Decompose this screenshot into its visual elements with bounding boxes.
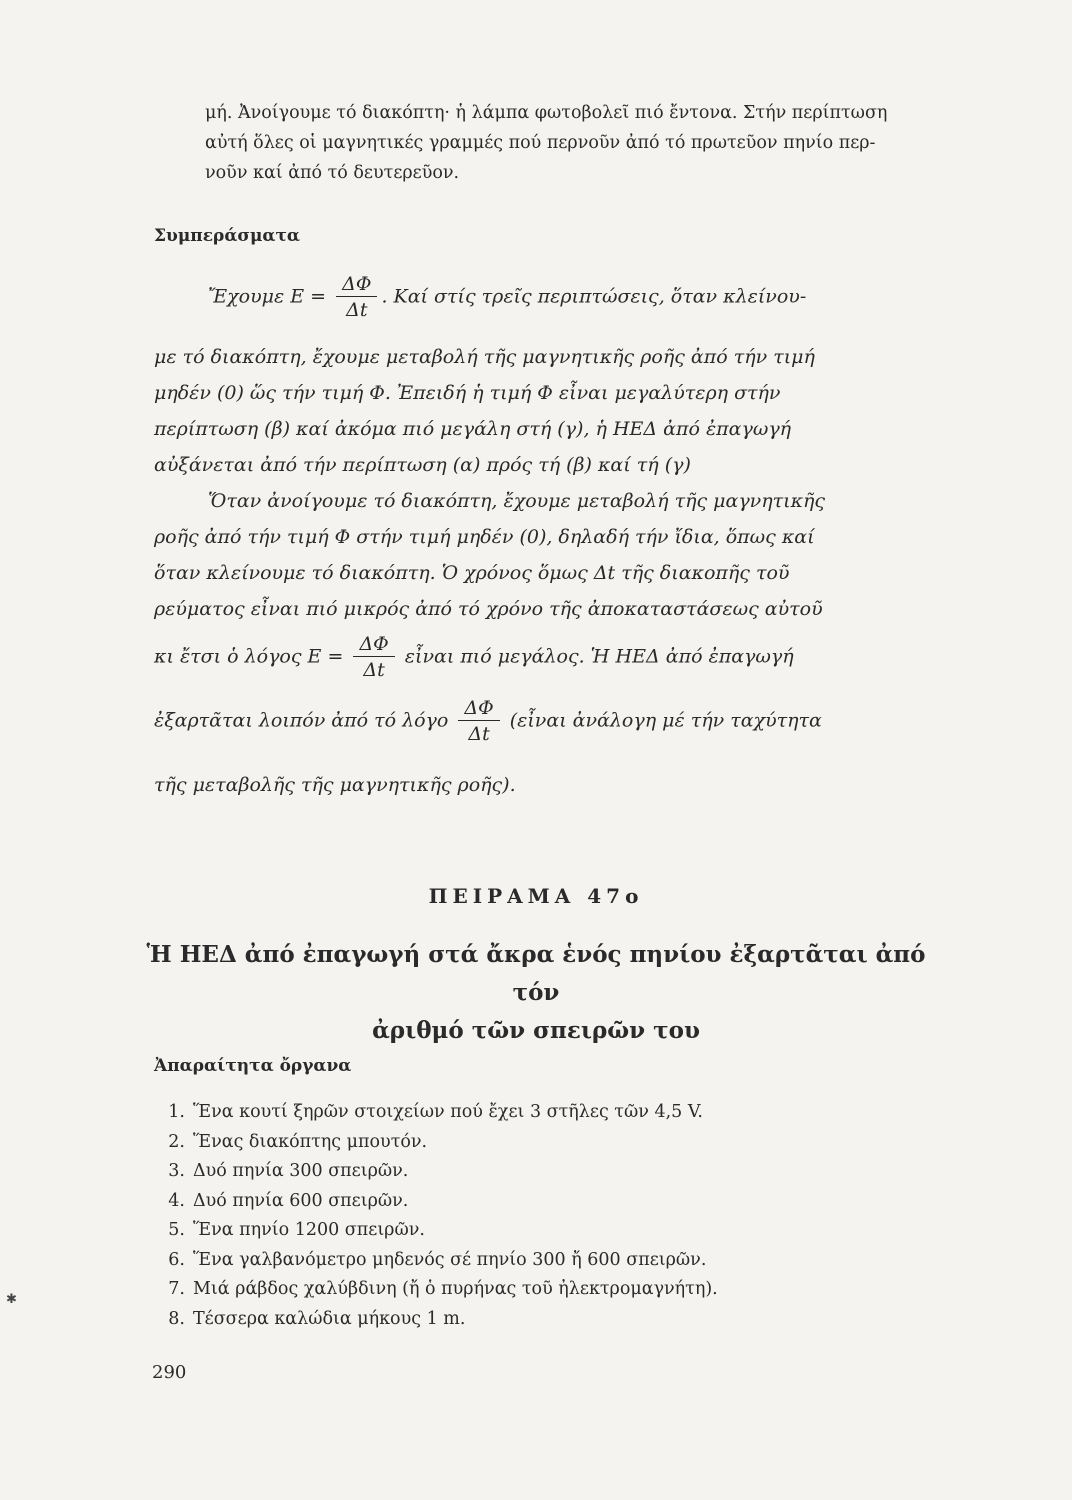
item-text: Δυό πηνία 300 σπειρῶν. [193,1161,409,1181]
item-number: 6. [168,1249,185,1270]
conclusion-line: μηδέν (0) ὥς τήν τιμή Φ. Ἐπειδή ἡ τιμή Φ εἶναι μεγαλύτερη στήν [154,382,781,404]
conclusion-line: ροῆς ἀπό τήν τιμή Φ στήν τιμή μηδέν (0), δηλαδή τήν ἴδια, ὅπως καί [154,526,815,548]
item-number: 3. [168,1161,185,1181]
tools-list [160,1098,920,1334]
text-span: (εἶναι ἀνάλογη μέ τήν ταχύτητα [509,709,822,732]
conclusion-line-formula [208,272,1008,323]
conclusion-line: τῆς μεταβολῆς τῆς μαγνητικῆς ροῆς). [154,774,516,796]
margin-mark: ✱ [6,1292,17,1307]
intro-line: αὐτή ὅλες οἱ μαγνητικές γραμμές πού περνοῦν ἀπό τό πρωτεῦον πηνίο περ- [205,133,876,153]
fraction-numerator: ΔΦ [458,696,499,721]
item-text: Ἕνας διακόπτης μπουτόν. [193,1131,428,1152]
conclusion-line: Ὅταν ἀνοίγουμε τό διακόπτη, ἔχουμε μεταβολή τῆς μαγνητικῆς [208,490,826,512]
item-number: 5. [168,1220,185,1240]
experiment-title-line: Ἡ ΗΕΔ ἀπό ἐπαγωγή στά ἄκρα ἑνός πηνίου ἐξαρτᾶται ἀπό τόν [146,941,926,1006]
conclusion-line-formula [154,632,954,683]
intro-line: νοῦν καί ἀπό τό δευτερεῦον. [205,163,460,183]
conclusion-line: ρεύματος εἶναι πιό μικρός ἀπό τό χρόνο τῆς ἀποκαταστάσεως αὐτοῦ [154,598,823,620]
intro-line: μή. Ἀνοίγουμε τό διακόπτη· ἡ λάμπα φωτοβολεῖ πιό ἔντονα. Στήν περίπτωση [205,103,888,123]
fraction [336,272,377,323]
list-item [160,1246,920,1276]
list-item [160,1187,920,1217]
item-number: 7. [168,1279,185,1299]
fraction-denominator: Δt [468,723,490,745]
fraction-numerator: ΔΦ [353,632,394,657]
fraction-denominator: Δt [363,659,385,681]
intro-paragraph [205,98,955,188]
fraction [353,632,394,683]
conclusion-line: περίπτωση (β) καί ἀκόμα πιό μεγάλη στή (γ), ἡ ΗΕΔ ἀπό ἐπαγωγή [154,418,792,440]
item-number: 1. [168,1102,185,1122]
conclusion-line: με τό διακόπτη, ἔχουμε μεταβολή τῆς μαγνητικῆς ροῆς ἀπό τήν τιμή [154,346,815,368]
item-text: Τέσσερα καλώδια μήκους 1 m. [193,1308,466,1329]
fraction-denominator: Δt [346,299,368,321]
experiment-title [120,936,952,1050]
fraction-numerator: ΔΦ [336,272,377,297]
experiment-label: ΠΕΙΡΑΜΑ 47ο [428,884,644,908]
conclusion-line: αὐξάνεται ἀπό τήν περίπτωση (α) πρός τή (β) καί τή (γ) [154,454,691,476]
list-item [160,1305,920,1335]
conclusions-heading: Συμπεράσματα [154,226,301,246]
list-item [160,1157,920,1187]
item-number: 4. [168,1190,185,1211]
item-text: Ἕνα κουτί ξηρῶν στοιχείων πού ἔχει 3 στῆλες τῶν 4,5 V. [193,1102,703,1122]
item-text: Ἕνα γαλβανόμετρο μηδενός σέ πηνίο 300 ἤ 600 σπειρῶν. [193,1249,707,1270]
tools-heading: Ἀπαραίτητα ὄργανα [154,1056,352,1076]
text-span: κι ἔτσι ὁ λόγος E = [154,645,344,668]
conclusion-line: ὅταν κλείνουμε τό διακόπτη. Ὁ χρόνος ὅμως Δt τῆς διακοπῆς τοῦ [154,562,790,584]
experiment-title-line: ἀριθμό τῶν σπειρῶν του [372,1017,700,1044]
item-number: 8. [168,1308,185,1329]
text-span: Ἔχουμε E = [208,285,327,308]
list-item [160,1275,920,1305]
fraction [458,696,499,747]
item-text: Ἕνα πηνίο 1200 σπειρῶν. [193,1220,425,1240]
text-span: εἶναι πιό μεγάλος. Ἡ ΗΕΔ ἀπό ἐπαγωγή [404,645,794,668]
item-number: 2. [168,1131,185,1152]
text-span: ἐξαρτᾶται λοιπόν ἀπό τό λόγο [154,709,449,732]
page-number: 290 [152,1362,187,1383]
conclusion-line-formula [154,696,954,747]
list-item [160,1216,920,1246]
item-text: Μιά ράβδος χαλύβδινη (ἤ ὁ πυρήνας τοῦ ἠλεκτρομαγνήτη). [193,1279,718,1299]
list-item [160,1098,920,1128]
item-text: Δυό πηνία 600 σπειρῶν. [193,1190,409,1211]
text-span: . Καί στίς τρεῖς περιπτώσεις, ὅταν κλείνου- [381,285,807,308]
list-item [160,1128,920,1158]
